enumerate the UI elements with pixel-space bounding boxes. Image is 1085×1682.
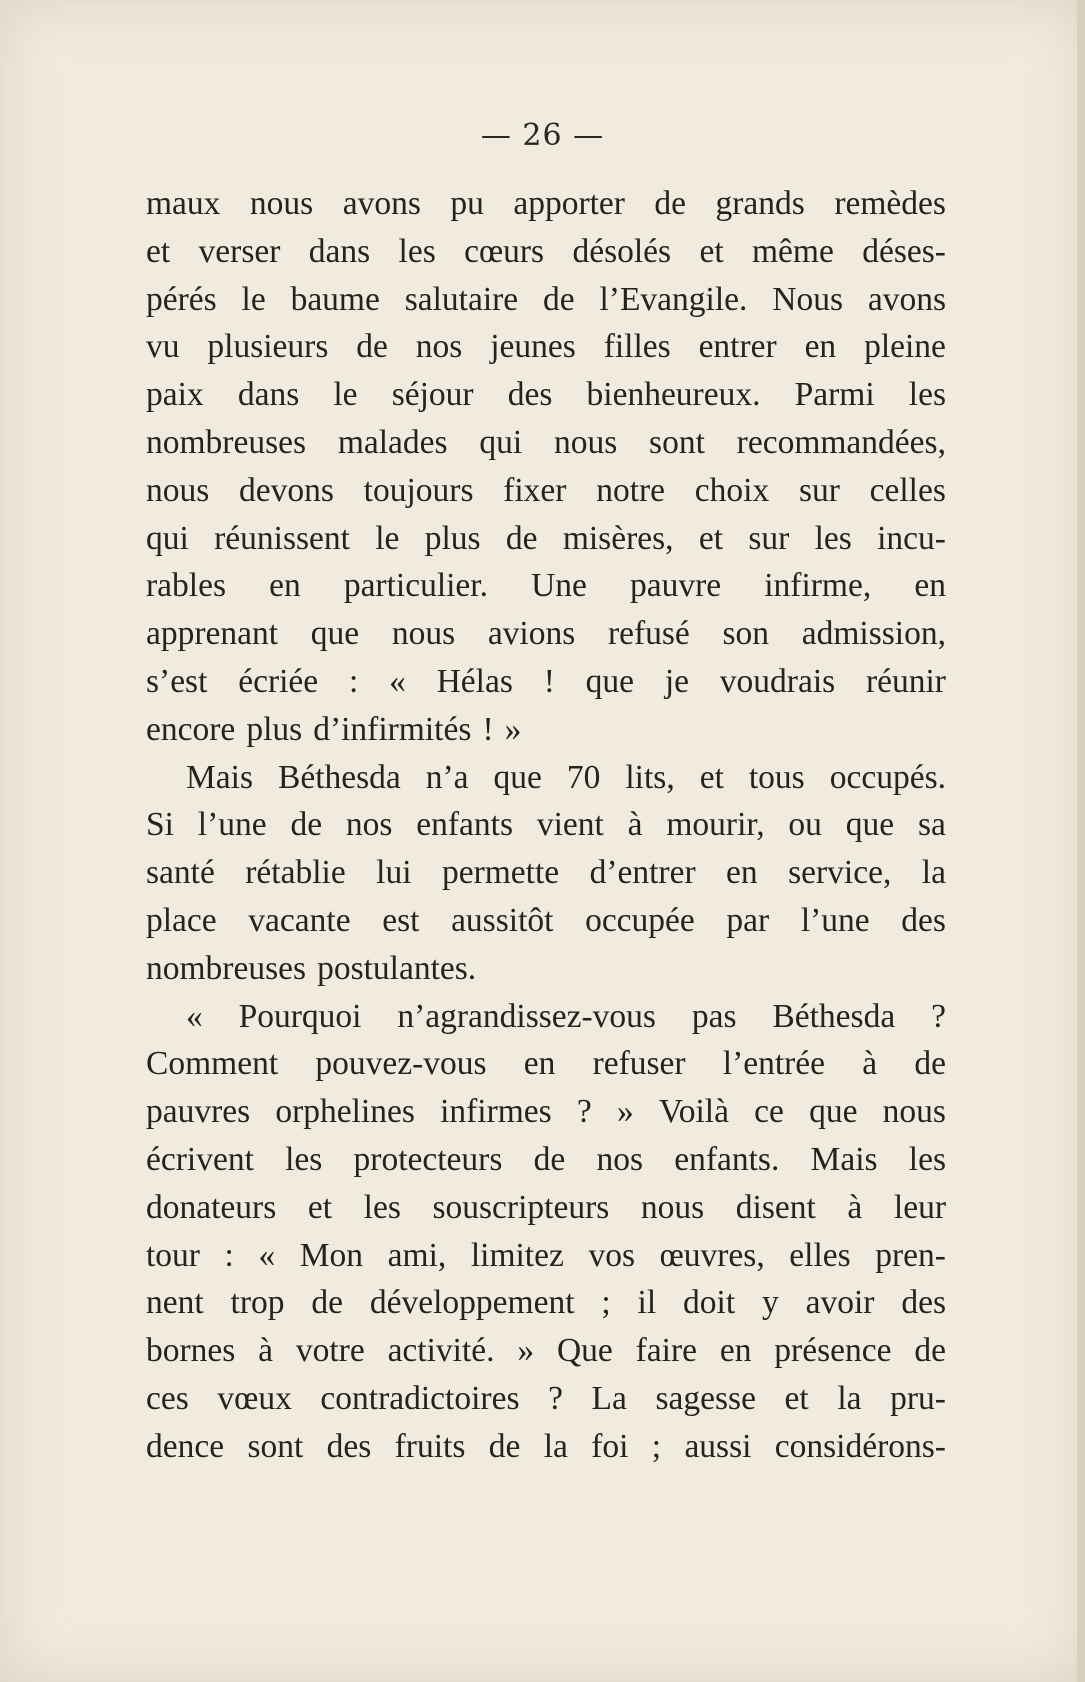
text-line: donateurs et les souscripteurs nous disent à leur xyxy=(146,1188,946,1226)
text-line: nombreuses postulantes. xyxy=(146,949,477,987)
text-line: écrivent les protecteurs de nos enfants. Mais les xyxy=(146,1140,946,1178)
page-number: — 26 — xyxy=(480,118,605,153)
text-line: pérés le baume salutaire de l’Evangile. Nous avons xyxy=(146,280,946,318)
text-line: « Pourquoi n’agrandissez-vous pas Béthesda ? xyxy=(186,997,946,1035)
text-line: bornes à votre activité. » Que faire en présence de xyxy=(146,1332,946,1370)
text-line: rables en particulier. Une pauvre infirme, en xyxy=(146,567,946,605)
text-line: nent trop de développement ; il doit y avoir des xyxy=(146,1284,946,1322)
text-line: maux nous avons pu apporter de grands remèdes xyxy=(146,185,946,222)
body-text xyxy=(146,180,946,1471)
text-line: encore plus d’infirmités ! » xyxy=(146,710,522,748)
text-line: tour : « Mon ami, limitez vos œuvres, elles pren- xyxy=(146,1236,946,1274)
text-line: vu plusieurs de nos jeunes filles entrer en pleine xyxy=(146,328,946,366)
text-line: ces vœux contradictoires ? La sagesse et la pru- xyxy=(146,1379,946,1417)
text-line: s’est écriée : « Hélas ! que je voudrais réunir xyxy=(146,662,946,700)
text-line: paix dans le séjour des bienheureux. Parmi les xyxy=(146,376,946,414)
text-line: santé rétablie lui permette d’entrer en service, la xyxy=(146,854,946,892)
text-line: Si l’une de nos enfants vient à mourir, ou que sa xyxy=(146,806,946,844)
text-line: pauvres orphelines infirmes ? » Voilà ce que nous xyxy=(146,1093,946,1131)
text-line: nombreuses malades qui nous sont recommandées, xyxy=(146,423,946,461)
text-line: Comment pouvez-vous en refuser l’entrée à de xyxy=(146,1045,946,1083)
text-line: et verser dans les cœurs désolés et même déses- xyxy=(146,232,946,270)
text-line: apprenant que nous avions refusé son admission, xyxy=(146,615,946,653)
text-line: Mais Béthesda n’a que 70 lits, et tous occupés. xyxy=(186,758,946,796)
text-line: qui réunissent le plus de misères, et sur les incu- xyxy=(146,519,946,557)
text-line: place vacante est aussitôt occupée par l’une des xyxy=(146,901,946,939)
page-edge xyxy=(1077,0,1085,1682)
text-line: nous devons toujours fixer notre choix sur celles xyxy=(146,471,946,509)
text-line: dence sont des fruits de la foi ; aussi considérons- xyxy=(146,1427,946,1465)
